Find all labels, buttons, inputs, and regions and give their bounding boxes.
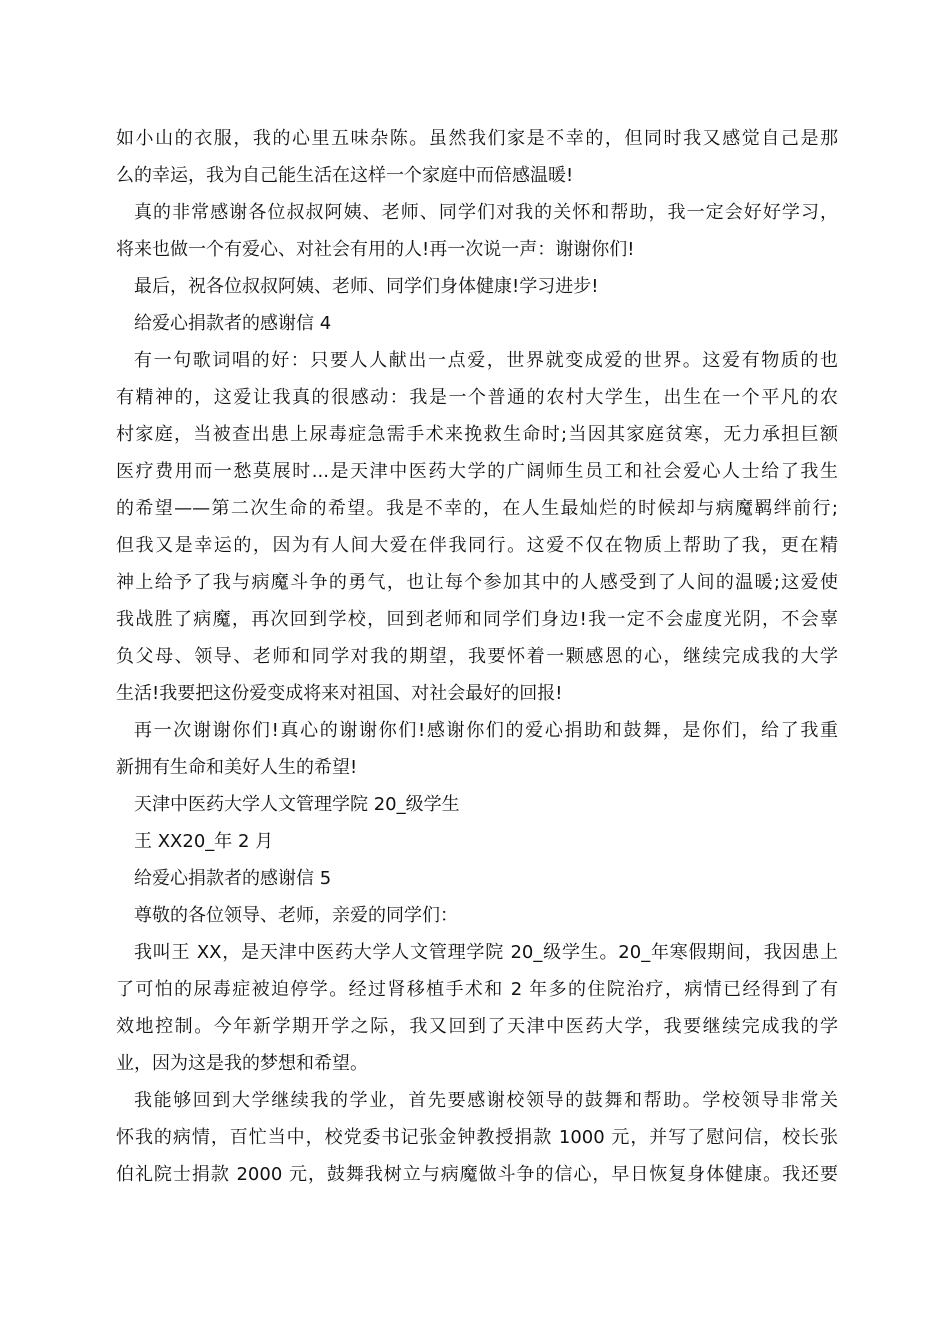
text-line: 我能够回到大学继续我的学业，首先要感谢校领导的鼓舞和帮助。学校领导非常关 xyxy=(134,1090,838,1111)
text-line: 天津中医药大学人文管理学院 20_级学生 xyxy=(134,794,460,815)
text-line: 生活!我要把这份爱变成将来对祖国、对社会最好的回报! xyxy=(116,683,563,704)
text-line: 给爱心捐款者的感谢信 5 xyxy=(134,868,332,889)
text-line: 给爱心捐款者的感谢信 4 xyxy=(134,313,332,334)
text-line: 怀我的病情，百忙当中，校党委书记张金钟教授捐款 1000 元，并写了慰问信，校长张 xyxy=(116,1127,838,1148)
text-line: 王 XX20_年 2 月 xyxy=(134,831,274,852)
document-body xyxy=(116,120,838,1193)
text-line: 医疗费用而一愁莫展时...是天津中医药大学的广阔师生员工和社会爱心人士给了我生 xyxy=(116,461,838,482)
text-line: 再一次谢谢你们!真心的谢谢你们!感谢你们的爱心捐助和鼓舞，是你们，给了我重 xyxy=(134,720,838,741)
text-line: 尊敬的各位领导、老师，亲爱的同学们： xyxy=(134,905,458,926)
text-line: 真的非常感谢各位叔叔阿姨、老师、同学们对我的关怀和帮助，我一定会好好学习， xyxy=(134,202,838,223)
text-line: 村家庭，当被查出患上尿毒症急需手术来挽救生命时;当因其家庭贫寒，无力承担巨额 xyxy=(116,424,838,445)
text-line: 业，因为这是我的梦想和希望。 xyxy=(116,1053,368,1074)
text-line: 将来也做一个有爱心、对社会有用的人!再一次说一声：谢谢你们! xyxy=(116,239,635,260)
text-line: 了可怕的尿毒症被迫停学。经过肾移植手术和 2 年多的住院治疗，病情已经得到了有 xyxy=(116,979,838,1000)
text-line: 最后，祝各位叔叔阿姨、老师、同学们身体健康!学习进步! xyxy=(134,276,599,297)
text-line: 神上给予了我与病魔斗争的勇气，也让每个参加其中的人感受到了人间的温暖;这爱使 xyxy=(116,572,838,593)
text-line: 有一句歌词唱的好：只要人人献出一点爱，世界就变成爱的世界。这爱有物质的也 xyxy=(134,350,838,371)
text-line: 效地控制。今年新学期开学之际，我又回到了天津中医药大学，我要继续完成我的学 xyxy=(116,1016,838,1037)
text-line: 么的幸运，我为自己能生活在这样一个家庭中而倍感温暖! xyxy=(116,165,574,186)
text-line: 新拥有生命和美好人生的希望! xyxy=(116,757,358,778)
text-line: 我叫王 XX，是天津中医药大学人文管理学院 20_级学生。20_年寒假期间，我因患上 xyxy=(134,942,838,963)
text-line: 我战胜了病魔，再次回到学校，回到老师和同学们身边!我一定不会虚度光阴，不会辜 xyxy=(116,609,838,630)
text-line: 但我又是幸运的，因为有人间大爱在伴我同行。这爱不仅在物质上帮助了我，更在精 xyxy=(116,535,838,556)
text-line: 的希望——第二次生命的希望。我是不幸的，在人生最灿烂的时候却与病魔羁绊前行; xyxy=(116,498,838,519)
text-line: 有精神的，这爱让我真的很感动：我是一个普通的农村大学生，出生在一个平凡的农 xyxy=(116,387,838,408)
text-line: 伯礼院士捐款 2000 元，鼓舞我树立与病魔做斗争的信心，早日恢复身体健康。我还要 xyxy=(116,1164,838,1185)
text-line: 负父母、领导、老师和同学对我的期望，我要怀着一颗感恩的心，继续完成我的大学 xyxy=(116,646,838,667)
text-line: 如小山的衣服，我的心里五味杂陈。虽然我们家是不幸的，但同时我又感觉自己是那 xyxy=(116,128,838,149)
